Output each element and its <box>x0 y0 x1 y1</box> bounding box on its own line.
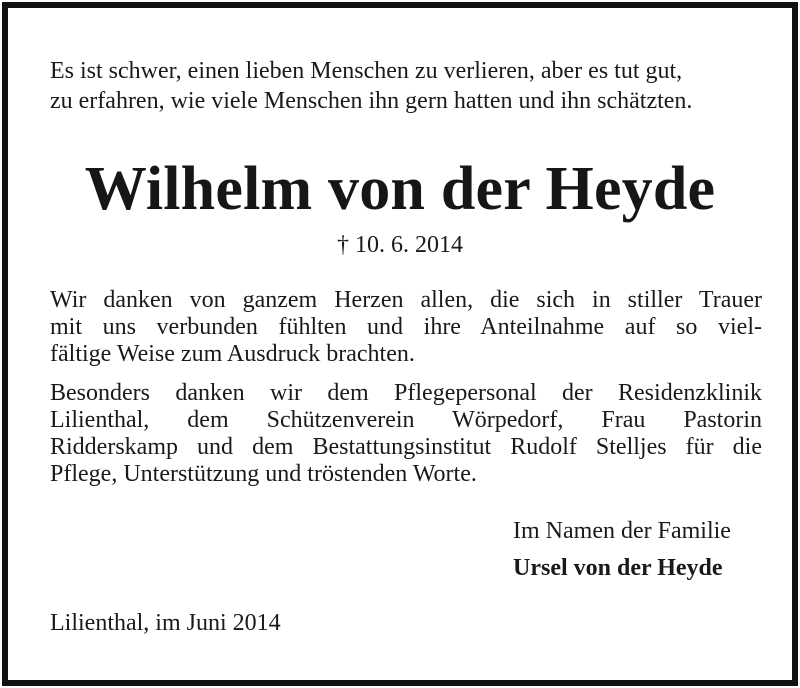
text-line: Ridderskamp und dem Bestattungsinstitut Rudolf Stelljes für die <box>50 434 762 460</box>
text-line: mit uns verbunden fühlten und ihre Anteilnahme auf so viel- <box>50 314 762 340</box>
thanks-paragraph-2 <box>50 380 762 488</box>
signature-name: Ursel von der Heyde <box>513 555 723 581</box>
quote-line: Es ist schwer, einen lieben Menschen zu verlieren, aber es tut gut, <box>50 58 683 84</box>
quote-line: zu erfahren, wie viele Menschen ihn gern hatten und ihn schätzten. <box>50 88 693 114</box>
signature-intro: Im Namen der Familie <box>513 518 731 544</box>
deceased-name: Wilhelm von der Heyde <box>84 155 716 223</box>
text-line: Besonders danken wir dem Pflegepersonal der Residenzklinik <box>50 380 762 406</box>
thanks-paragraph-1 <box>50 287 762 368</box>
death-date: † 10. 6. 2014 <box>337 232 463 258</box>
place-and-date: Lilienthal, im Juni 2014 <box>50 610 281 636</box>
text-line: fältige Weise zum Ausdruck brachten. <box>50 341 415 367</box>
text-line: Pflege, Unterstützung und tröstenden Worte. <box>50 461 477 487</box>
obituary-card <box>2 2 798 686</box>
text-line: Lilienthal, dem Schützenverein Wörpedorf, Frau Pastorin <box>50 407 762 433</box>
text-line: Wir danken von ganzem Herzen allen, die sich in stiller Trauer <box>50 287 762 313</box>
opening-quote <box>50 56 762 116</box>
